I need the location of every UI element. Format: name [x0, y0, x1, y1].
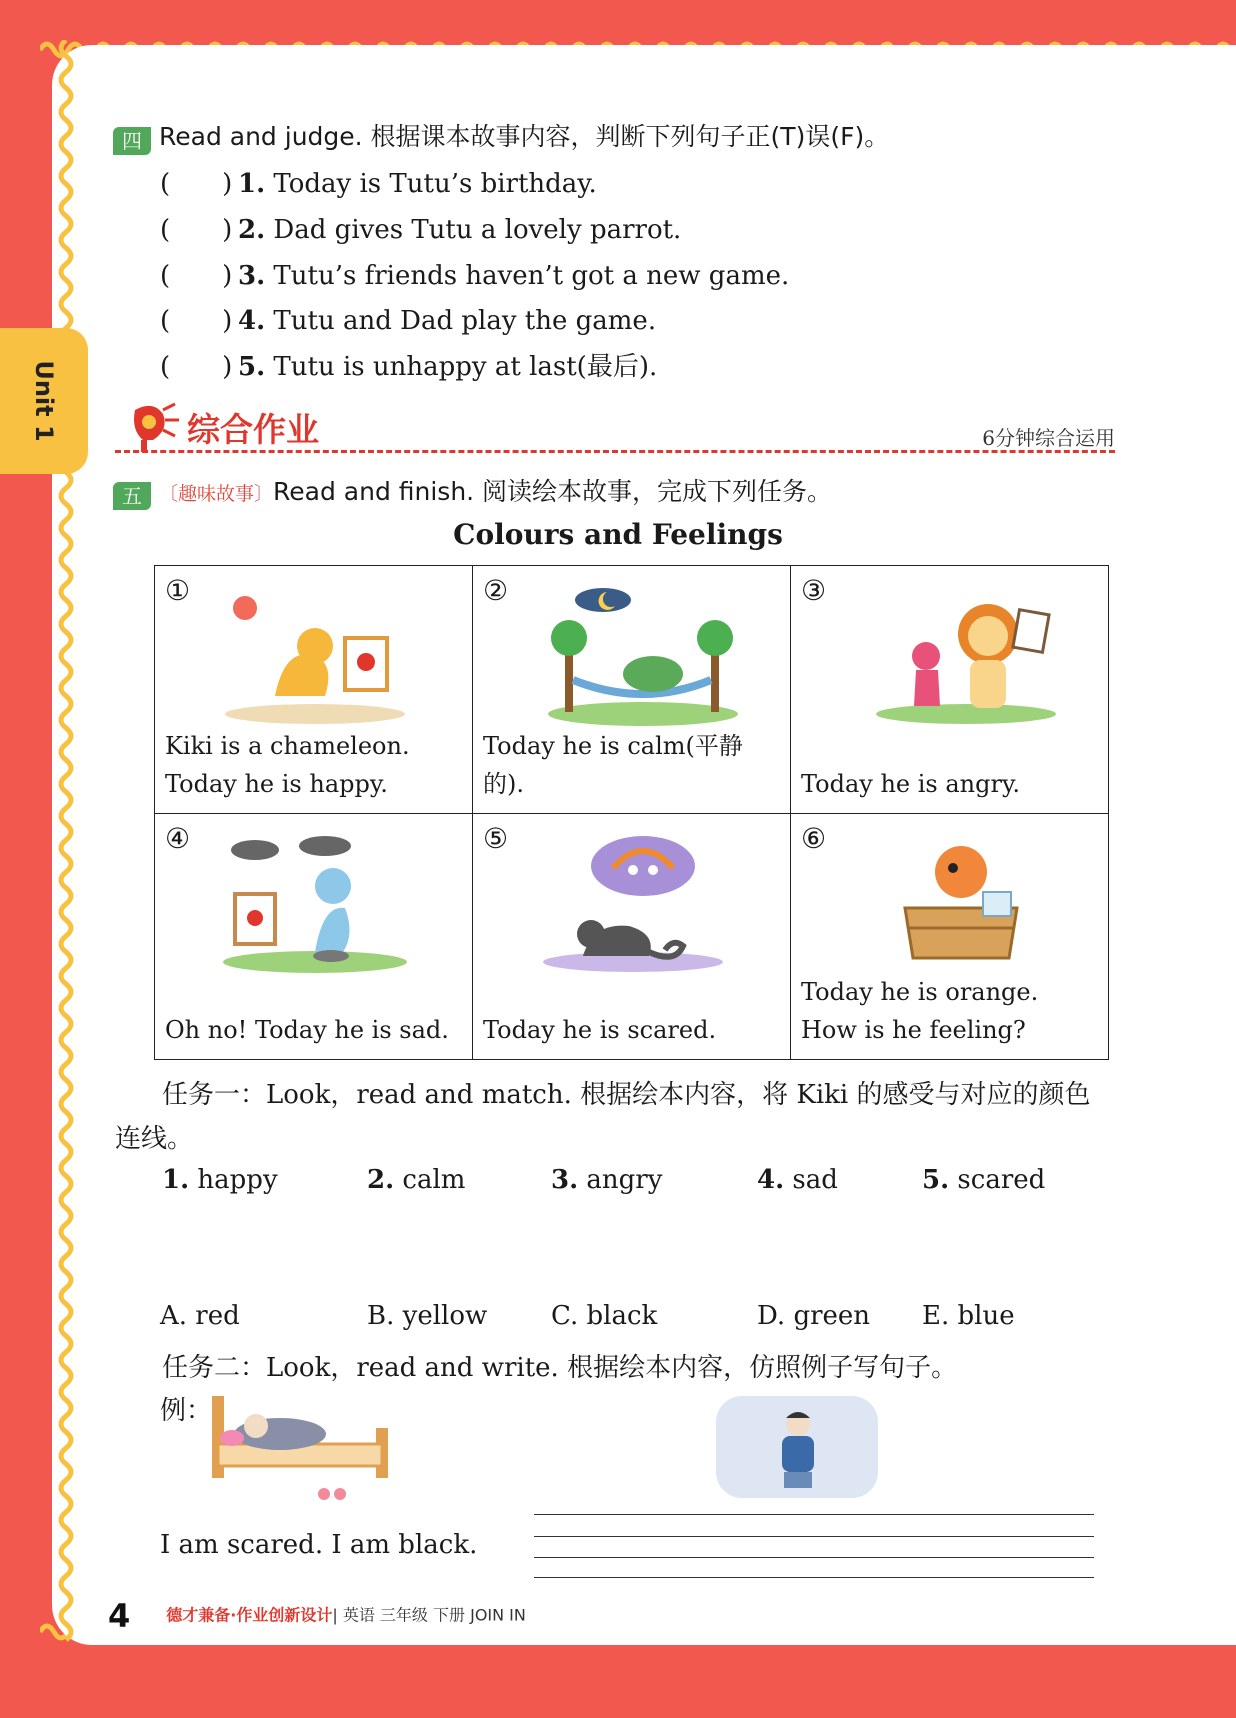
- feeling-item-4[interactable]: [757, 1165, 838, 1195]
- panel-number: ②: [483, 574, 509, 607]
- judge-item-number: 4.: [238, 306, 266, 336]
- judge-item-text: Tutu and Dad play the game.: [265, 306, 657, 336]
- colour-option-e[interactable]: E. blue: [922, 1301, 1015, 1331]
- panel-caption: Oh no! Today he is sad.: [165, 1016, 449, 1044]
- page-number: 4: [108, 1597, 131, 1635]
- section-4-heading: [113, 117, 889, 155]
- wavy-border-left: [46, 40, 86, 1652]
- section-header-note: 6分钟综合运用: [982, 426, 1115, 450]
- comprehensive-homework-header: [115, 400, 1115, 460]
- writing-line[interactable]: [534, 1577, 1094, 1578]
- judge-item-3: [160, 255, 789, 292]
- scared-child-in-bed-illustration: [208, 1390, 393, 1502]
- panel-caption: Kiki is a chameleon. Today he is happy.: [165, 732, 410, 798]
- story-title: Colours and Feelings: [453, 518, 783, 551]
- colour-option-c[interactable]: C. black: [551, 1301, 658, 1331]
- judge-item-text: Tutu is unhappy at last(最后).: [265, 352, 658, 382]
- unit-tab: [0, 328, 88, 474]
- example-label: 例：: [160, 1396, 213, 1426]
- section-4-badge: 四: [113, 127, 151, 155]
- task-1-instruction: 任务一：Look，read and match. 根据绘本内容，将 Kiki 的感受与对应的颜色: [162, 1080, 1091, 1110]
- judge-item-number: 2.: [238, 215, 266, 245]
- panel-caption: Today he is scared.: [483, 1016, 717, 1044]
- answer-bracket[interactable]: ( ): [160, 352, 233, 382]
- feeling-word: happy: [189, 1165, 278, 1195]
- panel-number: ①: [165, 574, 191, 607]
- story-panel-4: [155, 814, 473, 1060]
- colour-option-d[interactable]: D. green: [757, 1301, 871, 1331]
- judge-item-4: [160, 300, 656, 337]
- feeling-number: 3.: [551, 1165, 579, 1195]
- judge-item-1: [160, 163, 597, 200]
- happy-chameleon-illustration: [215, 586, 415, 726]
- feeling-item-2[interactable]: [367, 1165, 465, 1195]
- writing-line[interactable]: [534, 1557, 1094, 1558]
- colour-option-a[interactable]: A. red: [160, 1301, 240, 1331]
- judge-item-text: Dad gives Tutu a lovely parrot.: [265, 215, 682, 245]
- task-1-instruction-continued: 连线。: [115, 1124, 194, 1154]
- unit-tab-label: Unit 1: [30, 360, 58, 442]
- panel-caption: Today he is orange. How is he feeling?: [801, 978, 1039, 1044]
- writing-line[interactable]: [534, 1536, 1094, 1537]
- panel-number: ④: [165, 822, 191, 855]
- panel-number: ⑥: [801, 822, 827, 855]
- answer-bracket[interactable]: ( ): [160, 215, 233, 245]
- story-panel-3: [791, 566, 1109, 814]
- judge-item-number: 3.: [238, 261, 266, 291]
- story-panels-table: [154, 565, 1109, 1060]
- feeling-word: scared: [949, 1165, 1046, 1195]
- megaphone-icon: [123, 400, 181, 452]
- section-5-tag: 〔趣味故事〕: [159, 483, 274, 505]
- story-panel-6: [791, 814, 1109, 1060]
- judge-item-2: [160, 209, 681, 246]
- section-4-title: Read and judge. 根据课本故事内容，判断下列句子正(T)误(F)。: [159, 122, 890, 151]
- feeling-number: 2.: [367, 1165, 395, 1195]
- judge-item-number: 1.: [238, 169, 266, 199]
- feeling-item-5[interactable]: [922, 1165, 1045, 1195]
- sad-boy-in-corner-illustration: [712, 1392, 882, 1502]
- colour-option-b[interactable]: B. yellow: [367, 1301, 488, 1331]
- judge-item-5: [160, 346, 657, 383]
- judge-item-text: Today is Tutu’s birthday.: [265, 169, 597, 199]
- feeling-word: sad: [784, 1165, 838, 1195]
- example-sentence: I am scared. I am black.: [160, 1530, 478, 1560]
- answer-bracket[interactable]: ( ): [160, 261, 233, 291]
- footer-brand: 德才兼备·作业创新设计: [166, 1605, 333, 1625]
- judge-item-text: Tutu’s friends haven’t got a new game.: [265, 261, 790, 291]
- footer-book-info: | 英语 三年级 下册 JOIN IN: [332, 1605, 526, 1625]
- panel-caption: Today he is angry.: [801, 770, 1020, 798]
- feeling-number: 5.: [922, 1165, 950, 1195]
- section-5-heading: [113, 472, 832, 510]
- section-header-title: 综合作业: [187, 410, 319, 449]
- panel-number: ③: [801, 574, 827, 607]
- feeling-number: 1.: [162, 1165, 190, 1195]
- task-2-instruction: 任务二：Look，read and write. 根据绘本内容，仿照例子写句子。: [162, 1353, 958, 1383]
- section-header-divider: [115, 450, 1115, 453]
- feeling-number: 4.: [757, 1165, 785, 1195]
- story-panel-5: [473, 814, 791, 1060]
- angry-chameleon-illustration: [866, 586, 1066, 726]
- panel-caption: Today he is calm(平静的).: [483, 732, 743, 798]
- page-footer: [108, 1597, 526, 1635]
- story-panel-1: [155, 566, 473, 814]
- feeling-word: calm: [394, 1165, 466, 1195]
- scared-chameleon-illustration: [533, 834, 733, 974]
- feeling-word: angry: [578, 1165, 663, 1195]
- calm-chameleon-illustration: [543, 586, 743, 726]
- feeling-item-3[interactable]: [551, 1165, 662, 1195]
- section-5-title: Read and finish. 阅读绘本故事，完成下列任务。: [273, 477, 833, 506]
- section-5-badge: 五: [113, 482, 151, 510]
- sad-chameleon-illustration: [215, 834, 415, 974]
- panel-number: ⑤: [483, 822, 509, 855]
- orange-chameleon-illustration: [891, 834, 1091, 974]
- story-panel-2: [473, 566, 791, 814]
- answer-bracket[interactable]: ( ): [160, 169, 233, 199]
- feeling-item-1[interactable]: [162, 1165, 278, 1195]
- answer-bracket[interactable]: ( ): [160, 306, 233, 336]
- writing-line[interactable]: [534, 1514, 1094, 1515]
- judge-item-number: 5.: [238, 352, 266, 382]
